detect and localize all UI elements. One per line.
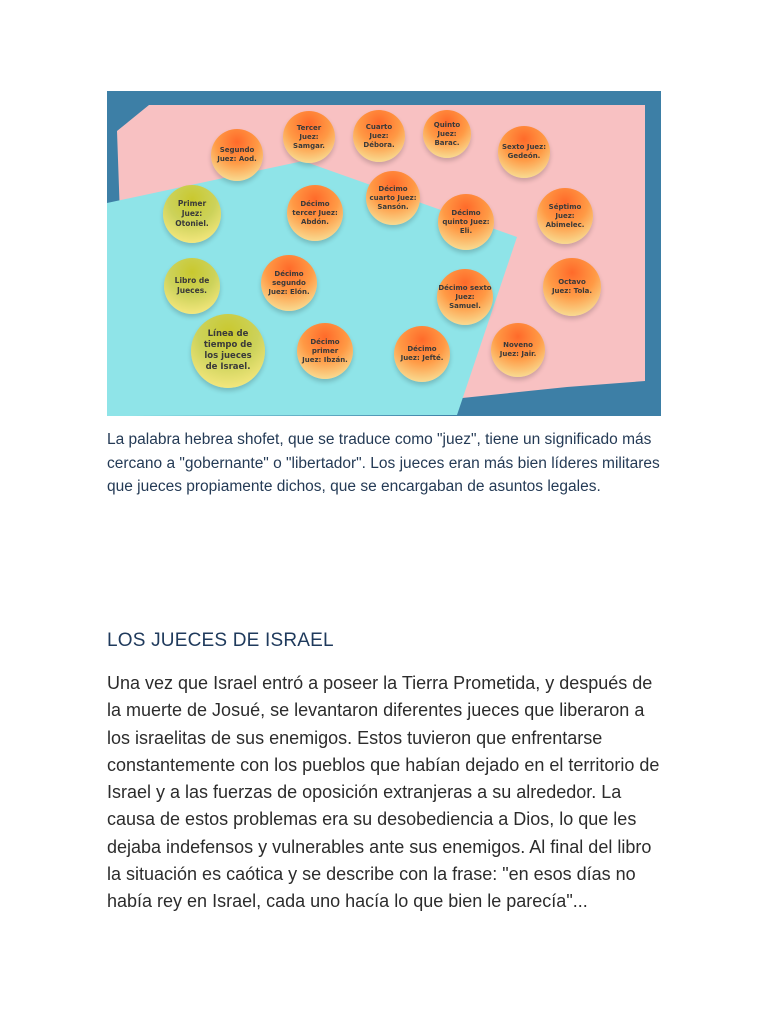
- judge-circle-decimo-primer: Décimo primer Juez: Ibzán.: [297, 323, 353, 379]
- judge-circle-sexto: Sexto Juez: Gedeón.: [498, 126, 550, 178]
- judge-circle-decimo: Décimo Juez: Jefté.: [394, 326, 450, 382]
- judge-circle-segundo: Segundo Juez: Aod.: [211, 129, 263, 181]
- judge-circle-octavo: Octavo Juez: Tola.: [543, 258, 601, 316]
- judge-circle-decimo-sexto: Décimo sexto Juez: Samuel.: [437, 269, 493, 325]
- judge-circle-tercer: Tercer Juez: Samgar.: [283, 111, 335, 163]
- judge-circle-libro: Libro de Jueces.: [164, 258, 220, 314]
- judge-circle-linea: Línea de tiempo de los jueces de Israel.: [191, 314, 265, 388]
- image-caption: La palabra hebrea shofet, que se traduce como "juez", tiene un significado más cercano a "gobernante" o "libertador". Los jueces eran más bien líderes militares que jueces propiamente dichos, que se encargaban de asuntos legales.: [107, 431, 660, 495]
- judge-circle-quinto: Quinto Juez: Barac.: [423, 110, 471, 158]
- judge-circle-decimo-tercer: Décimo tercer Juez: Abdón.: [287, 185, 343, 241]
- judge-circle-septimo: Séptimo Juez: Abimelec.: [537, 188, 593, 244]
- judges-timeline-image: [107, 91, 661, 416]
- judge-circle-decimo-cuarto: Décimo cuarto Juez: Sansón.: [366, 171, 420, 225]
- judge-circle-primer: Primer Juez: Otoniel.: [163, 185, 221, 243]
- section-body: Una vez que Israel entró a poseer la Tierra Prometida, y después de la muerte de Josué, se levantaron diferentes jueces que liberaron a los israelitas de sus enemigos. Estos tuvieron que enfrentarse constantemente con los pueblos que habían dejado en el territorio de Israel y a las fuerzas de oposición extranjeras a su alrededor. La causa de estos problemas era su desobediencia a Dios, lo que les dejaba indefensos y vulnerables ante sus enemigos. Al final del libro la situación es caótica y se describe con la frase: "en esos días no había rey en Israel, cada uno hacía lo que bien le parecía"...: [107, 673, 660, 912]
- judge-circle-decimo-segundo: Décimo segundo Juez: Elón.: [261, 255, 317, 311]
- judge-circle-noveno: Noveno Juez: Jair.: [491, 323, 545, 377]
- section-heading: LOS JUECES DE ISRAEL: [107, 630, 334, 651]
- judge-circle-cuarto: Cuarto Juez: Débora.: [353, 110, 405, 162]
- judge-circle-decimo-quinto: Décimo quinto Juez: Eli.: [438, 194, 494, 250]
